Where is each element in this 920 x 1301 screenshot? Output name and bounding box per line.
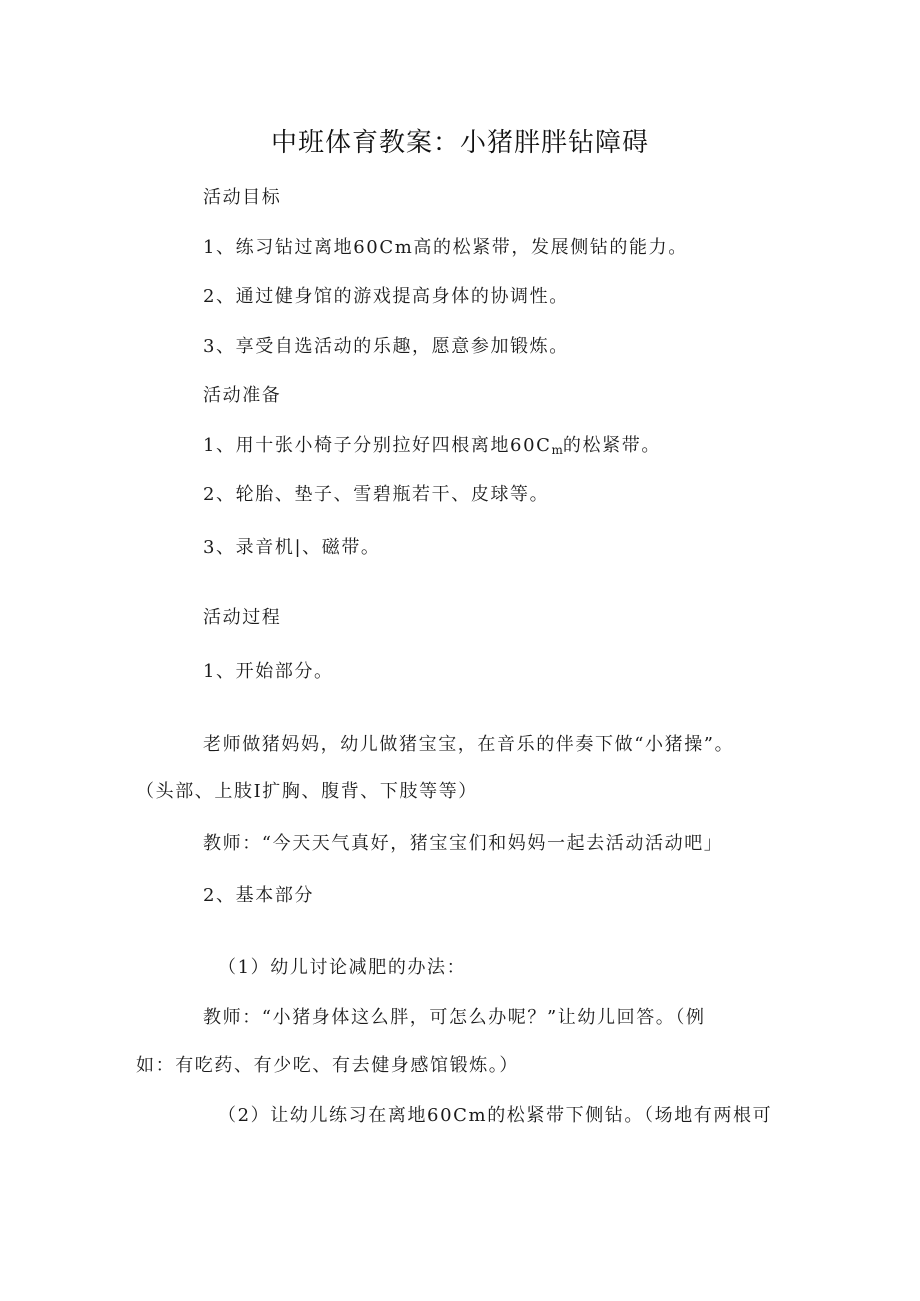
preparation-item-1-subscript: m: [551, 443, 563, 457]
preparation-item-2: 2、轮胎、垫子、雪碧瓶若干、皮球等。: [203, 484, 550, 505]
preparation-item-3: 3、录音机|、磁带。: [203, 537, 381, 558]
goal-item-2: 2、通过健身馆的游戏提高身体的协调性。: [203, 286, 569, 307]
teacher-line-1: 教师：“今天天气真好，猪宝宝们和妈妈一起去活动活动吧」: [203, 833, 724, 854]
goal-item-1: 1、练习钻过离地60Cm高的松紧带，发展侧钻的能力。: [203, 237, 688, 258]
teacher-line-2a: 教师：“小猪身体这么胖，可怎么办呢？”让幼儿回答。（例: [203, 1007, 706, 1028]
process-paragraph-1-line-2: （头部、上肢I扩胸、腹背、下肢等等）: [136, 781, 478, 802]
process-heading: 活动过程: [203, 607, 282, 628]
process-step-2: 2、基本部分: [203, 885, 315, 906]
preparation-item-1-suffix: 的松紧带。: [562, 435, 661, 456]
process-sub-2: （2）让幼儿练习在离地60Cm的松紧带下侧钻。（场地有两根可: [218, 1105, 773, 1126]
goals-heading: 活动目标: [203, 187, 282, 208]
process-paragraph-1-line-1: 老师做猪妈妈，幼儿做猪宝宝，在音乐的伴奏下做“小猪操”。: [203, 734, 735, 755]
process-sub-1: （1）幼儿讨论减肥的办法：: [218, 957, 467, 978]
preparation-heading: 活动准备: [203, 385, 282, 406]
teacher-line-2b: 如：有吃药、有少吃、有去健身感馆锻炼。）: [136, 1055, 519, 1076]
preparation-item-1: [203, 434, 661, 462]
document-title: 中班体育教案：小猪胖胖钻障碍: [270, 128, 649, 158]
goal-item-3: 3、享受自选活动的乐趣，愿意参加锻炼。: [203, 336, 569, 357]
preparation-item-1-text: 1、用十张小椅子分别拉好四根离地60C: [203, 435, 552, 456]
process-step-1: 1、开始部分。: [203, 661, 334, 682]
